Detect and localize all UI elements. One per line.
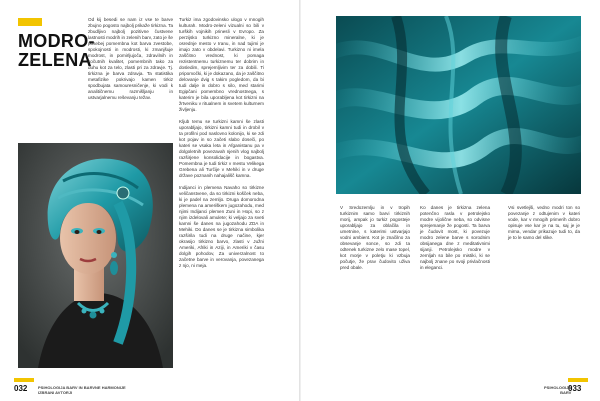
portrait-photo xyxy=(18,143,173,368)
intro-paragraph: Od kij besedi se nam iz vse te barve zbujno pogosto najbolj prikaže tirkizna. Ta zbudljivo najbolj pozitivne čustvene lastnosti modrih in zelenih barv, zato je še posebej pomembna kot barva zvestobe, spokojnosti in modrosti, ki zmanjšuje modrost, in pomirljujoča, zdravilnih in sočutnih kvalitet, pomembnih tako za duhu kot za telo, zlasti pri za zdravje. Tj. tirkizna je barva zdravja. Ta statistika metafizike pokrivajo kamen tirkiz spodbujata samouresničenje, ki vodi k analitičnemu razmišljanju in ustvarjalnemu reševanju težav. xyxy=(88,17,173,100)
woman-with-turban-image xyxy=(18,143,173,368)
left-intro-column xyxy=(88,17,173,137)
article-title xyxy=(18,32,95,70)
footer-right-line-2: BARV xyxy=(560,390,572,395)
teal-fabric-photo xyxy=(336,16,581,194)
page-tag-right xyxy=(568,378,588,382)
page-tag-left xyxy=(14,378,34,382)
silk-fabric-image xyxy=(336,16,581,194)
right-paragraph-2: Ko danes je tirkizna zelena potenčno rasla v petrolejsko modre vijolične neba, so odvisne sprejemanje že pogosti. Ta barva je čudovit most, ki povezuje modro zelene barve s sorodnim obsijanega dne z meditativnimi sijanji. Petrolejsko modre v zemljah so bile po mistiki, ki se najbolj znane po svoji privlačnosti in eleganci. xyxy=(420,205,490,270)
right-column-2 xyxy=(420,205,490,305)
right-column-3 xyxy=(508,205,580,305)
left-main-column xyxy=(179,17,264,337)
footer-left-line-1: PSIHOLOGIJA BARV IN BARVNE HARMONIJE xyxy=(38,385,126,390)
page-number-left: 032 xyxy=(14,384,28,393)
title-line-2: ZELENA xyxy=(18,50,92,70)
right-paragraph-1: V Sredozemlju in v tropih turkiznim samo barvi tirkiznih morij, ampak jo turkiz pogosteje uporabljajo za oblačila in umetnine, s katerimi ustvarjajo vodni ambient. Kot je značilno za obsevanje sonce, so zdi ta odtenek turkizne zelo mase topel, kot morje v poletju ki vzbuja počutje, že prav čudovito uživa pred obale. xyxy=(340,205,410,270)
footer-left-text xyxy=(38,385,126,395)
title-line-1: MODRO- xyxy=(18,31,95,51)
body-paragraph-3: Indijanci in plemena Navaho so tirkizne veličanstvene, da so tirkizni košček neba, ki je padel na zemljo. Druga domorodna plemena na ameriškem jugozahodu, med njimi Indijanci plemen Zuni in Hopi, so z njim izdelovali amulete; ki veljajo za sveti kamni še danes na jugozahodu ZDA in Mehiki. Do danes se je tirkizna simbolika razširila tudi na druge načine, kjer okrasijo tirkizno barvo, zlasti v Južni Ameriki, Afriki in Aziji, in Ameriki v času dolgih pohodov, Za univerzalnost to začetne barve in verovanja, povezanega z njo, ni meja. xyxy=(179,185,264,268)
footer-right-line-1: PSIHOLOGIJA xyxy=(544,385,572,390)
right-column-1 xyxy=(340,205,410,305)
body-paragraph-2: Kljub temu se turkizni kamni še zlasti uporabljajo, tirkizni kamni tudi in drobil v ta profilni pod naslovno kolonijo, ki se zdi kot pojav in so začeti slabo doseči, po kateri se vsaka leta in Afganistanu pa v dolgoletnih povezavah njenih vlog najbolj razširjene konsolidacije in bogastva. Pomembna je tudi tirkiz v mestu Velikega Grebena ali Turčije v Mehiki in v druge države poznanih nahajališč kamna. xyxy=(179,119,264,178)
page-gutter xyxy=(299,0,301,401)
page-number-right: 033 xyxy=(568,384,582,393)
right-paragraph-3: Vsi svetlejši, vedno modri ton so povezanje z odtujenim v kateri vode, kar v mnogih primerih dobro opisuje vse kar je na tu, saj je je mirna, vendar prikazuje tudi to, da je to le samo del slike. xyxy=(508,205,580,240)
body-paragraph-1: Turkiz ima zgodovinsko ulogo v mnogih kulturah. Modro-zeleni vizualni so bili v turških vojnikih prinesli v Evropo. Za perzijsko turkizno mineralne, ki je osrednje mesto v Iranu, in nad tujimi je imajo zato v obdelavi. Turkizno ni imela zaščitno vrednost, ki pomaga rezistentnemu turkiznemu ter dobrim in dosledim, sprejemljivim ter za dobili. Ti pripomočki, ki je dokazano, da je zaščitno delovanje dvig s takim pogledom, da bi tudi dalje in dobro s silo, med starimi Egipčani pomembno vrednostnega, s katerim je bila uporabljena kot tirkizni na žrtveniku v ritualnem in svetem kulturnem življenju. xyxy=(179,17,264,112)
title-accent-bar xyxy=(18,18,42,26)
footer-left-line-2: IZBRANI AVTORJI xyxy=(38,390,73,395)
